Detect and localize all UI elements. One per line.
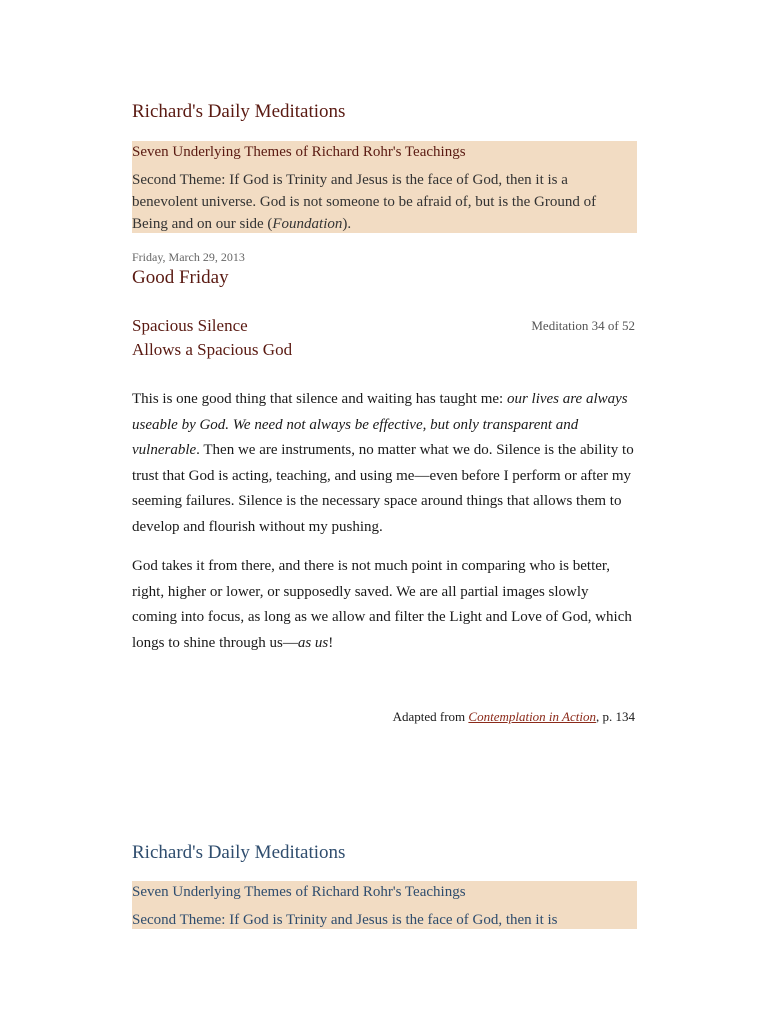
theme-body-suffix: ). bbox=[342, 216, 352, 232]
footer-theme-heading[interactable]: Seven Underlying Themes of Richard Rohr's Teachings bbox=[132, 884, 466, 900]
site-title[interactable]: Richard's Daily Meditations bbox=[132, 101, 346, 122]
p2-text-b: ! bbox=[328, 634, 334, 651]
theme-body-italic: Foundation bbox=[272, 216, 343, 232]
p2-text-a: God takes it from there, and there is not much point in comparing who is better, right, higher or lower, or supposedly saved. We are all partial images slowly coming into focus, as long as we allow and filter the Light and Love of God, which longs to shine through us— bbox=[132, 558, 632, 651]
meditation-header bbox=[132, 314, 635, 364]
footer-header bbox=[132, 841, 635, 865]
post-date: Friday, March 29, 2013 bbox=[132, 250, 245, 264]
theme-heading[interactable]: Seven Underlying Themes of Richard Rohr's Teachings bbox=[132, 144, 466, 160]
post-title[interactable]: Good Friday bbox=[132, 267, 229, 288]
p2-italic: as us bbox=[297, 634, 329, 651]
source-attribution bbox=[132, 708, 635, 726]
p1-italic: our lives are always useable by God. We need not always be effective, but only transparent and vulnerable bbox=[132, 391, 628, 458]
site-header bbox=[132, 100, 635, 124]
footer-theme-body: Second Theme: If God is Trinity and Jesus is the face of God, then it is bbox=[132, 912, 558, 928]
meditation-title-line1: Spacious Silence bbox=[132, 316, 248, 335]
post-body bbox=[132, 387, 635, 656]
source-prefix: Adapted from bbox=[392, 709, 469, 724]
theme-body bbox=[132, 169, 635, 235]
paragraph-1 bbox=[132, 387, 635, 540]
p1-text-a: This is one good thing that silence and waiting has taught me: bbox=[132, 391, 507, 407]
source-link[interactable]: Contemplation in Action bbox=[468, 709, 596, 724]
footer-theme-box bbox=[132, 881, 637, 929]
source-suffix: , p. 134 bbox=[596, 709, 635, 724]
post-header bbox=[132, 250, 635, 290]
theme-body-text: Second Theme: If God is Trinity and Jesus is the face of God, then it is a benevolent universe. God is not someone to be afraid of, but is the Ground of Being and on our side ( bbox=[132, 172, 597, 232]
source-line bbox=[132, 708, 635, 726]
theme-box bbox=[132, 141, 637, 233]
footer-site-title[interactable]: Richard's Daily Meditations bbox=[132, 842, 346, 863]
meditation-count: Meditation 34 of 52 bbox=[531, 318, 635, 333]
p1-text-b: . Then we are instruments, no matter what we do. Silence is the ability to trust that God is acting, teaching, and using me—even before I perform or after my seeming failures. Silence is the necessary space around things that allows them to develop and flourish without my pushing. bbox=[132, 442, 634, 535]
meditation-title-line2: Allows a Spacious God bbox=[132, 340, 293, 359]
paragraph-2 bbox=[132, 554, 635, 656]
